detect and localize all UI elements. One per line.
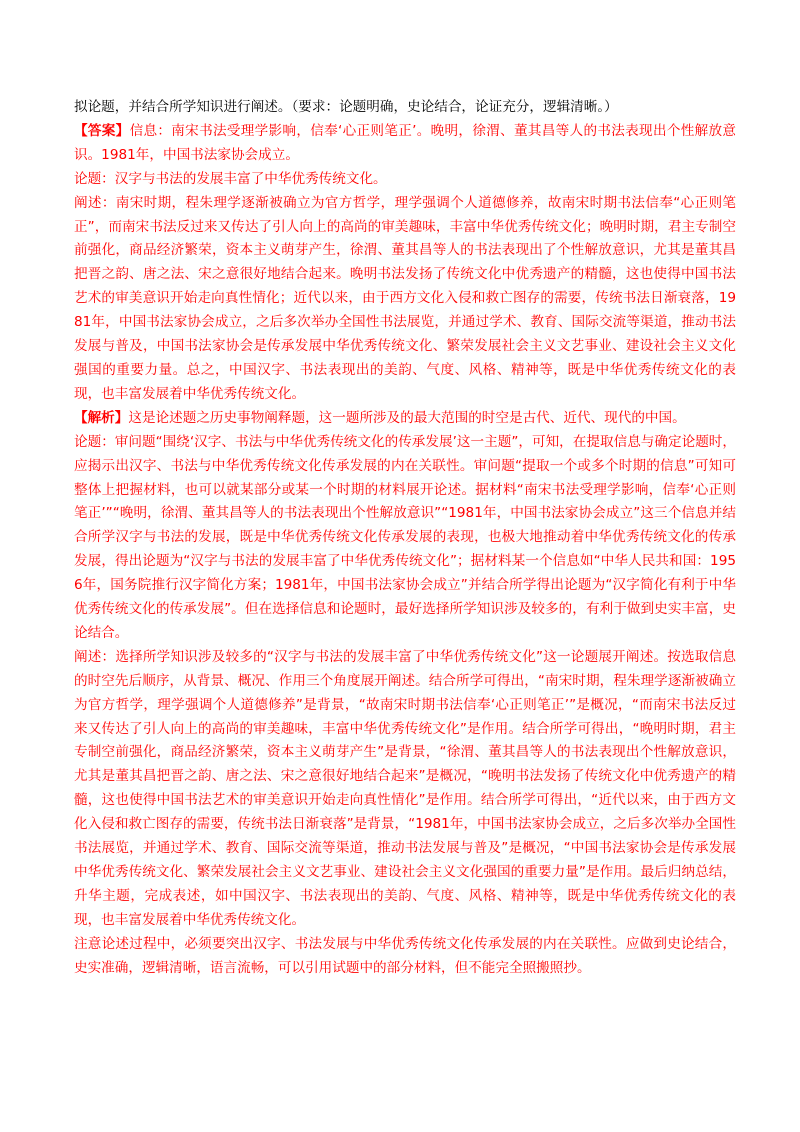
analysis-elaboration-paragraph: 阐述：选择所学知识涉及较多的“汉字与书法的发展丰富了中华优秀传统文化”这一论题展开阐述。按选取信息的时空先后顺序，从背景、概况、作用三个角度展开阐述。结合所学可得出，“南宋时期，程朱理学逐渐被确立为官方哲学，理学强调个人道德修养”是背景，“故南宋时期书法信奉‘心正则笔正’”是概况，“而南宋书法反过来又传达了引人向上的高尚的审美趣味，丰富中华优秀传统文化”是作用。结合所学可得出，“晚明时期，君主专制空前强化，商品经济繁荣，资本主义萌芽产生”是背景，“徐渭、董其昌等人的书法表现出个性解放意识，尤其是董其昌把晋之韵、唐之法、宋之意很好地结合起来”是概况，“晚明书法发扬了传统文化中优秀遗产的精髓，这也使得中国书法艺术的审美意识开始走向真性情化”是作用。结合所学可得出，“近代以来，由于西方文化入侵和救亡图存的需要，传统书法日渐衰落”是背景，“1981年，中国书法家协会成立，之后多次举办全国性书法展览，并通过学术、教育、国际交流等渠道，推动书法发展与普及”是概况，“中国书法家协会是传承发展中华优秀传统文化、繁荣发展社会主义文艺事业、建设社会主义文化强国的重要力量”是作用。最后归纳总结，升华主题，完成表述，如中国汉字、书法表现出的美韵、气度、风格、精神等，既是中华优秀传统文化的表现，也丰富发展着中华优秀传统文化。: [74, 648, 736, 928]
answer-info-paragraph: [74, 120, 736, 168]
analysis-label: 【解析】: [74, 409, 129, 426]
document-body: [74, 96, 736, 981]
question-intro-line: 拟论题，并结合所学知识进行阐述。（要求：论题明确，史论结合，论证充分，逻辑清晰。）: [74, 99, 618, 115]
analysis-intro-paragraph: [74, 407, 736, 431]
analysis-thesis-paragraph: 论题：审问题“围绕‘汉字、书法与中华优秀传统文化的传承发展’这一主题”，可知，在提取信息与确定论题时，应揭示出汉字、书法与中华优秀传统文化传承发展的内在关联性。审问题“提取一个或多个时期的信息”可知可整体上把握材料，也可以就某部分或某一个时期的材料展开论述。据材料“南宋书法受理学影响，信奉‘心正则笔正’”“晚明，徐渭、董其昌等人的书法表现出个性解放意识”“1981年，中国书法家协会成立”这三个信息并结合所学汉字与书法的发展，既是中华优秀传统文化传承发展的表现，也极大地推动着中华优秀传统文化的传承发展，得出论题为“汉字与书法的发展丰富了中华优秀传统文化”；据材料某一个信息如“中华人民共和国：1956年，国务院推行汉字简化方案；1981年，中国书法家协会成立”并结合所学得出论题为“汉字简化有利于中华优秀传统文化的传承发展”。但在选择信息和论题时，最好选择所学知识涉及较多的，有利于做到史实丰富，史论结合。: [74, 433, 736, 641]
analysis-note-paragraph: 注意论述过程中，必须要突出汉字、书法发展与中华优秀传统文化传承发展的内在关联性。应做到史论结合，史实准确，逻辑清晰，语言流畅，可以引用试题中的部分材料，但不能完全照搬照抄。: [74, 935, 736, 976]
answer-thesis: 论题：汉字与书法的发展丰富了中华优秀传统文化。: [74, 170, 387, 187]
answer-label: 【答案】: [74, 122, 130, 139]
analysis-intro-text: 这是论述题之历史事物阐释题，这一题所涉及的最大范围的时空是古代、近代、现代的中国。: [128, 409, 686, 426]
answer-elaboration: 阐述：南宋时期，程朱理学逐渐被确立为官方哲学，理学强调个人道德修养，故南宋时期书法信奉“心正则笔正”，而南宋书法反过来又传达了引人向上的高尚的审美趣味，丰富中华优秀传统文化；晚明时期，君主专制空前强化，商品经济繁荣，资本主义萌芽产生，徐渭、董其昌等人的书法表现出了个性解放意识，尤其是董其昌把晋之韵、唐之法、宋之意很好地结合起来。晚明书法发扬了传统文化中优秀遗产的精髓，这也使得中国书法艺术的审美意识开始走向真性情化；近代以来，由于西方文化入侵和救亡图存的需要，传统书法日渐衰落，1981年，中国书法家协会成立，之后多次举办全国性书法展览，并通过学术、教育、国际交流等渠道，推动书法发展与普及，中国书法家协会是传承发展中华优秀传统文化、繁荣发展社会主义文艺事业、建设社会主义文化强国的重要力量。总之，中国汉字、书法表现出的美韵、气度、风格、精神等，既是中华优秀传统文化的表现，也丰富发展着中华优秀传统文化。: [74, 194, 736, 402]
answer-info-text: 信息：南宋书法受理学影响，信奉‘心正则笔正’。晚明，徐渭、董其昌等人的书法表现出个性解放意识。1981年，中国书法家协会成立。: [74, 122, 737, 163]
